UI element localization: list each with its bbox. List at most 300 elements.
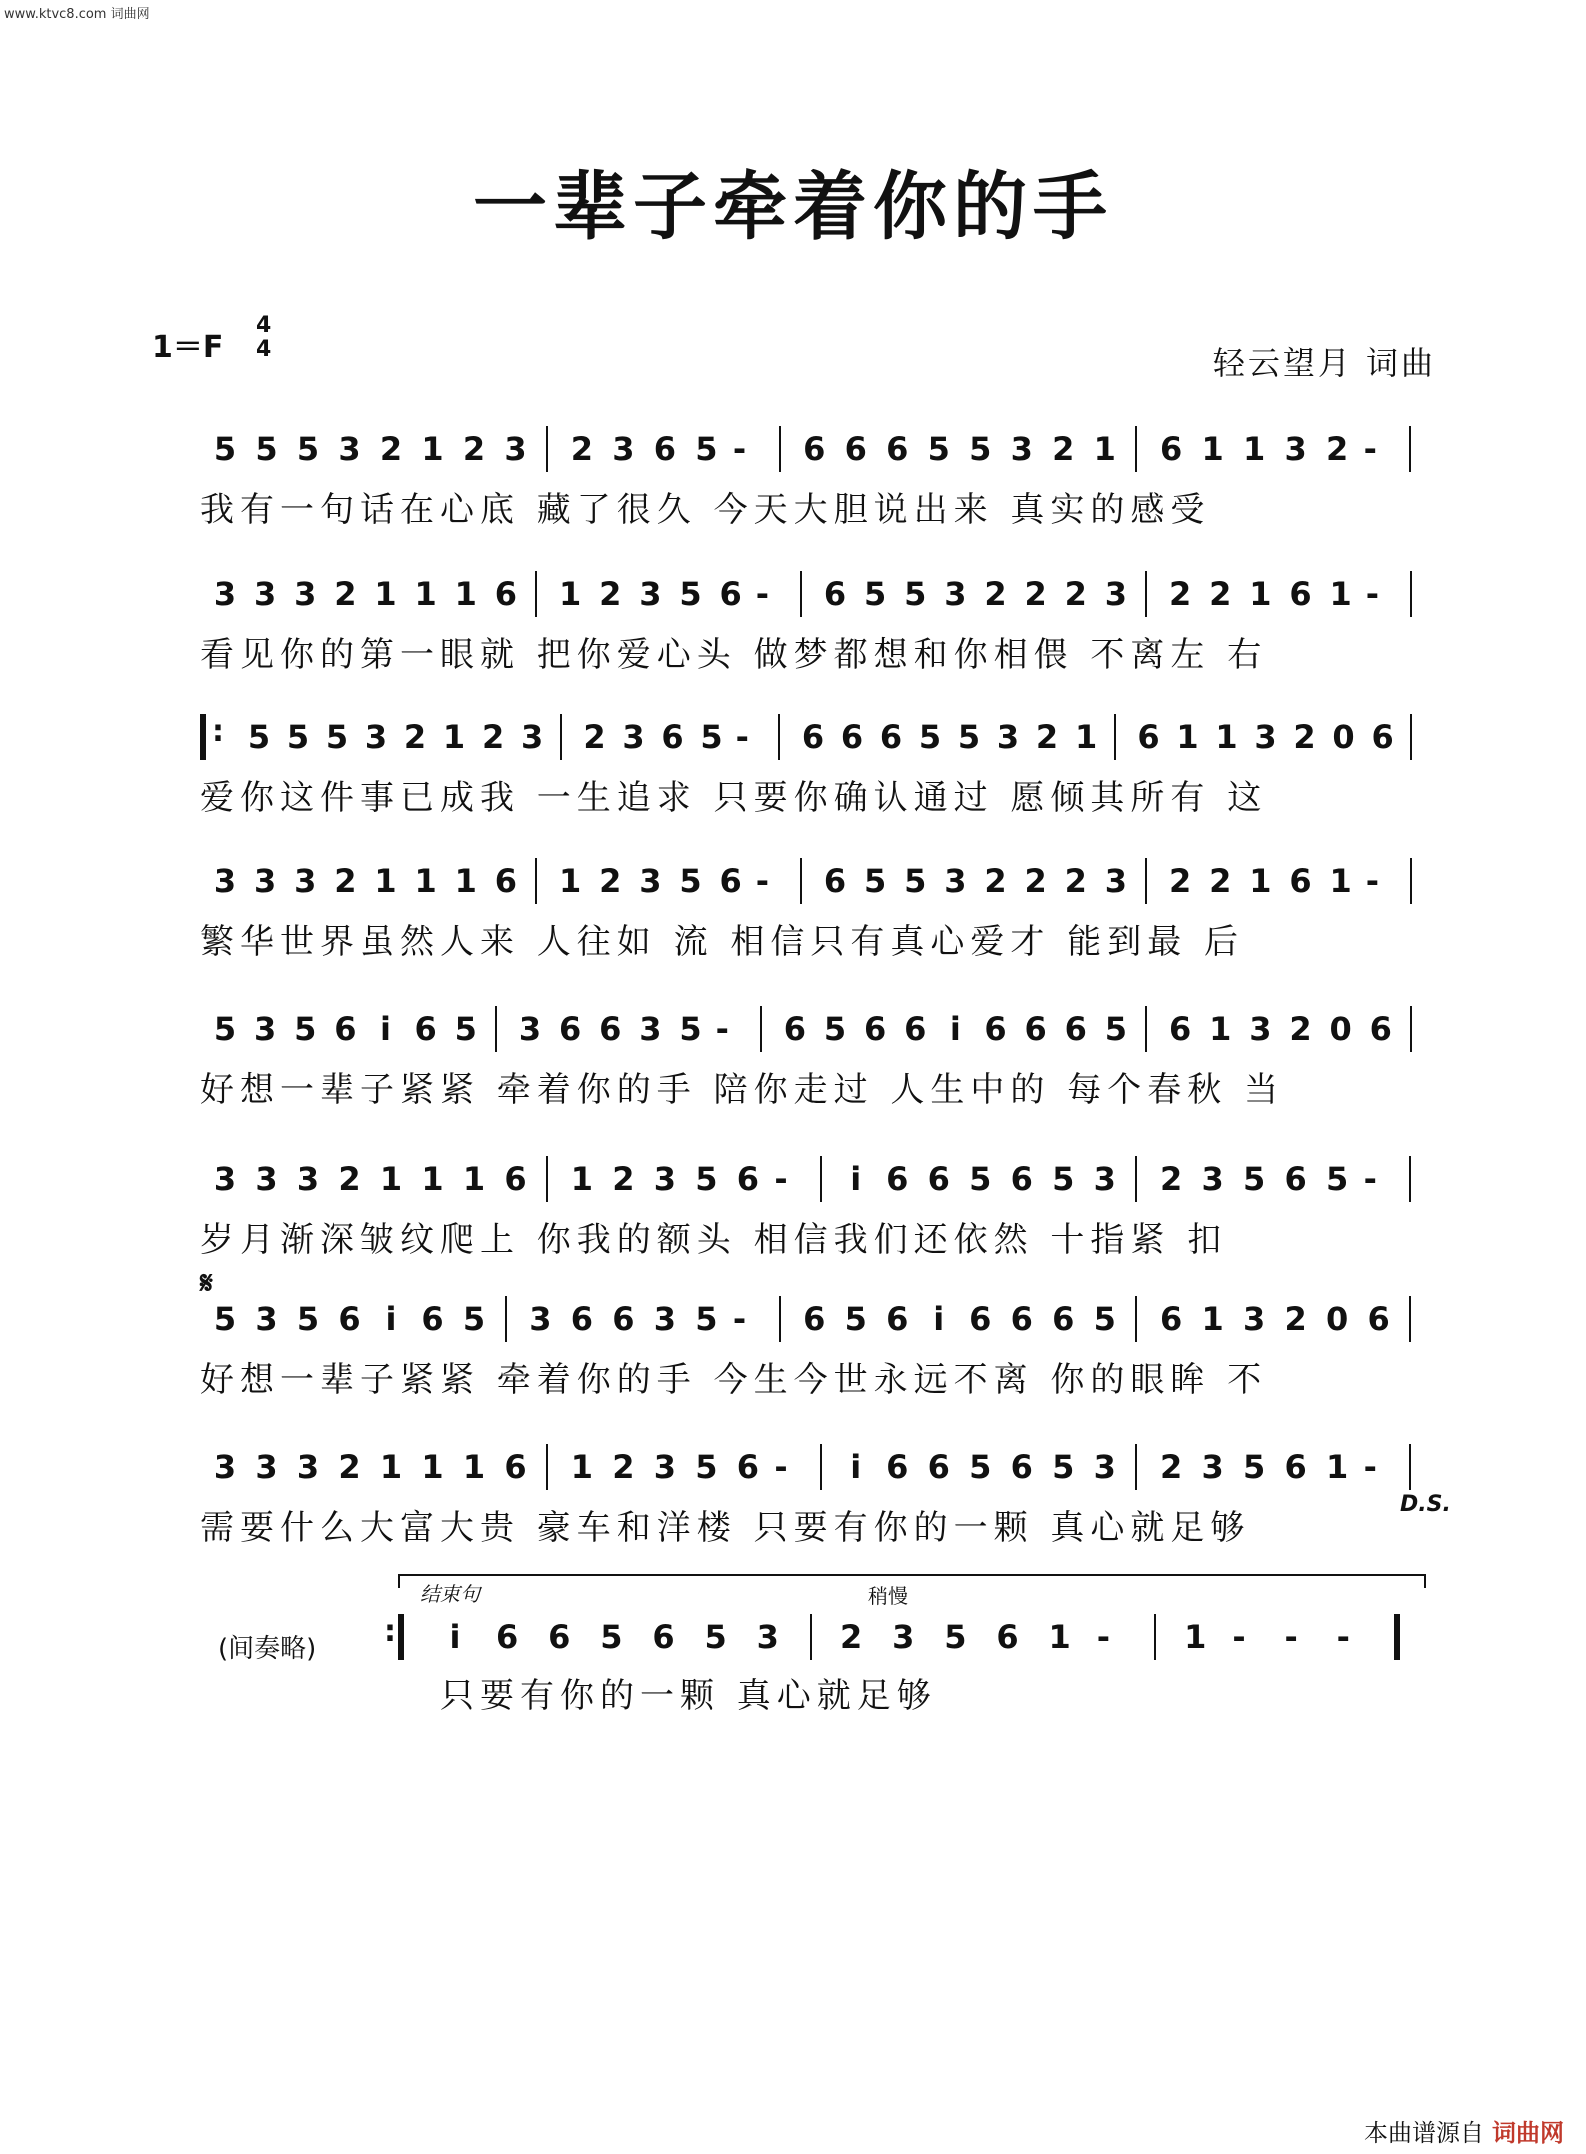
- note: 6: [1024, 1010, 1047, 1048]
- note: 6: [548, 1618, 571, 1656]
- note: i: [850, 1448, 862, 1486]
- note: 5: [863, 862, 887, 900]
- note: i: [380, 1010, 391, 1048]
- note: 5: [600, 1618, 623, 1656]
- bar-line: [779, 1296, 781, 1342]
- sustain-dash: -: [1284, 1618, 1298, 1656]
- note: 5: [294, 1010, 317, 1048]
- bar-line: [1410, 571, 1412, 617]
- note: 5: [296, 1300, 320, 1338]
- note: 5: [679, 862, 702, 900]
- note: 6: [736, 1160, 759, 1198]
- note: 2: [612, 1448, 635, 1486]
- note: 6: [414, 1010, 437, 1048]
- footer-brand: 词曲网: [1492, 2119, 1564, 2147]
- note: 2: [984, 862, 1007, 900]
- note: 3: [255, 1448, 278, 1486]
- note: 1: [374, 862, 397, 900]
- note: 2: [481, 718, 505, 756]
- lyrics-line: 需要什么大富大贵 豪车和洋楼 只要有你的一颗 真心就足够: [200, 1508, 1251, 1548]
- sustain-dash: -: [1363, 430, 1377, 468]
- note: 2: [1064, 862, 1087, 900]
- note: 6: [927, 1160, 950, 1198]
- note: 2: [1064, 575, 1087, 613]
- note: 3: [756, 1618, 779, 1656]
- note: i: [949, 1010, 961, 1048]
- note: 2: [1052, 430, 1075, 468]
- note: 1: [379, 1160, 403, 1198]
- note: 5: [863, 575, 887, 613]
- note: 3: [653, 1448, 676, 1486]
- note: 6: [719, 575, 742, 613]
- note: 5: [1052, 1160, 1075, 1198]
- note: 5: [904, 862, 927, 900]
- note: 2: [334, 575, 357, 613]
- note: 2: [612, 1160, 635, 1198]
- note: 6: [495, 1618, 519, 1656]
- note: 6: [1371, 718, 1394, 756]
- note: 1: [1215, 718, 1238, 756]
- lyrics-line: 爱你这件事已成我 一生追求 只要你确认通过 愿倾其所有 这: [200, 778, 1268, 818]
- note: 1: [379, 1448, 403, 1486]
- note: 6: [886, 1300, 909, 1338]
- note: 3: [1249, 1010, 1272, 1048]
- note: 5: [213, 1300, 237, 1338]
- note: 6: [803, 1300, 826, 1338]
- bar-line: [1135, 426, 1137, 472]
- note: 5: [213, 1010, 237, 1048]
- note: 5: [1242, 1160, 1266, 1198]
- note: 2: [1209, 862, 1232, 900]
- note: 2: [338, 1448, 361, 1486]
- sustain-dash: -: [1363, 1160, 1377, 1198]
- note: 5: [454, 1010, 477, 1048]
- note: 5: [325, 718, 349, 756]
- bar-line: [1410, 714, 1412, 760]
- note: 5: [1325, 1160, 1349, 1198]
- note: 5: [695, 1160, 718, 1198]
- note: 1: [454, 862, 477, 900]
- note: 3: [294, 862, 317, 900]
- note: 6: [886, 1160, 909, 1198]
- note: 6: [1168, 1010, 1192, 1048]
- note: 2: [403, 718, 427, 756]
- note: 0: [1332, 718, 1355, 756]
- note: 6: [927, 1448, 950, 1486]
- note: 2: [379, 430, 403, 468]
- note: 3: [1093, 1448, 1116, 1486]
- note: 2: [1024, 862, 1047, 900]
- note: 3: [1104, 862, 1128, 900]
- note: 5: [462, 1300, 486, 1338]
- note: 1: [1074, 718, 1098, 756]
- note: 3: [253, 1010, 277, 1048]
- note: 5: [679, 1010, 702, 1048]
- sustain-dash: -: [732, 430, 747, 468]
- note: 6: [1367, 1300, 1390, 1338]
- note: 6: [904, 1010, 927, 1048]
- note: 3: [612, 430, 635, 468]
- note: 0: [1329, 1010, 1352, 1048]
- bar-line: [1145, 858, 1147, 904]
- bar-line: [1409, 426, 1411, 472]
- note: 3: [213, 575, 237, 613]
- note: 5: [695, 430, 718, 468]
- sustain-dash: -: [715, 1010, 729, 1048]
- watermark-top: www.ktvc8.com 词曲网: [4, 7, 150, 22]
- note: 5: [296, 430, 320, 468]
- note: 6: [570, 1300, 593, 1338]
- note: 5: [695, 1300, 718, 1338]
- note: 5: [695, 1448, 718, 1486]
- lyrics-line: 好想一辈子紧紧 牵着你的手 今生今世永远不离 你的眼眸 不: [200, 1360, 1268, 1400]
- sustain-dash: -: [1232, 1618, 1246, 1656]
- note: 1: [1201, 430, 1224, 468]
- note: 5: [969, 1160, 992, 1198]
- bar-line: [1409, 1444, 1411, 1490]
- note: 5: [1093, 1300, 1116, 1338]
- note: 1: [1242, 430, 1266, 468]
- note: 3: [1093, 1160, 1116, 1198]
- note: 6: [1010, 1160, 1033, 1198]
- note: 5: [704, 1618, 727, 1656]
- note: 1: [1249, 862, 1272, 900]
- note: 2: [599, 575, 622, 613]
- note: 1: [558, 575, 582, 613]
- bar-line: [820, 1156, 822, 1202]
- note: 6: [1010, 1448, 1033, 1486]
- note: 6: [879, 718, 903, 756]
- bar-line: [1409, 1156, 1411, 1202]
- bar-line: [546, 1444, 548, 1490]
- time-signature: [256, 314, 271, 362]
- note: 2: [1293, 718, 1316, 756]
- sustain-dash: -: [1365, 575, 1380, 613]
- lyrics-line: 好想一辈子紧紧 牵着你的手 陪你走过 人生中的 每个春秋 当: [200, 1070, 1285, 1110]
- note: 3: [364, 718, 388, 756]
- note: 1: [421, 1448, 444, 1486]
- note: 1: [1325, 1448, 1349, 1486]
- note: 1: [1209, 1010, 1232, 1048]
- note: i: [850, 1160, 862, 1198]
- sustain-dash: -: [774, 1448, 788, 1486]
- song-title: 一辈子牵着你的手: [473, 164, 1113, 250]
- note: 5: [700, 718, 723, 756]
- note: 2: [338, 1160, 361, 1198]
- ending-lyrics: 只要有你的一颗 真心就足够: [440, 1676, 937, 1716]
- bar-line: [1135, 1156, 1137, 1202]
- note: 3: [296, 1448, 320, 1486]
- note: 3: [504, 430, 527, 468]
- note: 3: [653, 1300, 676, 1338]
- note: 3: [639, 862, 662, 900]
- note: 3: [1284, 430, 1307, 468]
- note: 2: [1168, 575, 1192, 613]
- bar-line: [535, 571, 537, 617]
- note: 1: [570, 1448, 593, 1486]
- repeat-dots: :: [212, 714, 224, 749]
- sustain-dash: -: [1365, 862, 1380, 900]
- interlude-label: (间奏略): [218, 1634, 317, 1664]
- repeat-end-dots: :: [384, 1614, 396, 1649]
- note: 5: [247, 718, 271, 756]
- note: 2: [1168, 862, 1192, 900]
- note: 5: [918, 718, 942, 756]
- bar-line: [1145, 571, 1147, 617]
- bar-line: [820, 1444, 822, 1490]
- note: 6: [886, 1448, 909, 1486]
- note: 3: [253, 575, 277, 613]
- bar-line: [1114, 714, 1116, 760]
- note: 1: [1329, 575, 1352, 613]
- note: 5: [1242, 1448, 1266, 1486]
- note: 1: [414, 575, 437, 613]
- note: 3: [213, 1160, 237, 1198]
- note: 6: [1289, 575, 1312, 613]
- bar-line: [800, 858, 802, 904]
- bar-line: [1409, 1296, 1411, 1342]
- note: 2: [599, 862, 622, 900]
- note: 5: [823, 1010, 847, 1048]
- note: 6: [969, 1300, 992, 1338]
- sustain-dash: -: [1336, 1618, 1350, 1656]
- note: 1: [462, 1448, 486, 1486]
- note: 2: [334, 862, 357, 900]
- note: 3: [622, 718, 645, 756]
- note: 2: [583, 718, 606, 756]
- note: 5: [927, 430, 950, 468]
- bar-line: [1154, 1614, 1156, 1660]
- note: 1: [1048, 1618, 1071, 1656]
- note: 6: [1284, 1160, 1307, 1198]
- note: 3: [1201, 1160, 1224, 1198]
- note: 3: [1201, 1448, 1224, 1486]
- note: 3: [338, 430, 361, 468]
- note: 6: [1289, 862, 1312, 900]
- note: 6: [504, 1160, 527, 1198]
- note: 6: [599, 1010, 622, 1048]
- lyrics-line: 我有一句话在心底 藏了很久 今天大胆说出来 真实的感受: [200, 490, 1211, 530]
- note: 1: [1329, 862, 1352, 900]
- note: 6: [494, 575, 518, 613]
- note: 1: [1201, 1300, 1224, 1338]
- note: 3: [1010, 430, 1033, 468]
- note: 5: [904, 575, 927, 613]
- note: 2: [1209, 575, 1232, 613]
- bar-line: [1410, 858, 1412, 904]
- bar-line: [779, 426, 781, 472]
- bar-line: [760, 1006, 762, 1052]
- sustain-dash: -: [755, 862, 770, 900]
- bar-line: [810, 1614, 812, 1660]
- note: 6: [1159, 1300, 1183, 1338]
- bar-line: [535, 858, 537, 904]
- note: 6: [558, 1010, 582, 1048]
- note: 6: [1369, 1010, 1392, 1048]
- note: 1: [421, 430, 444, 468]
- note: 6: [338, 1300, 361, 1338]
- note: 2: [1035, 718, 1059, 756]
- note: 6: [823, 575, 847, 613]
- note: 3: [944, 862, 967, 900]
- note: 5: [844, 1300, 867, 1338]
- key-signature: 1＝F: [152, 330, 224, 365]
- note: 6: [1010, 1300, 1033, 1338]
- bar-line: [505, 1296, 507, 1342]
- lyrics-line: 看见你的第一眼就 把你爱心头 做梦都想和你相偎 不离左 右: [200, 635, 1268, 675]
- note: 1: [1176, 718, 1199, 756]
- note: 6: [840, 718, 864, 756]
- note: 5: [957, 718, 981, 756]
- footer-credit: [1364, 2113, 1564, 2148]
- note: 2: [1159, 1160, 1183, 1198]
- note: 5: [286, 718, 310, 756]
- segno-sign: 𝄋: [200, 1266, 213, 1301]
- note: 6: [1052, 1300, 1075, 1338]
- note: 2: [1284, 1300, 1307, 1338]
- note: 6: [886, 430, 909, 468]
- ending-bracket: [398, 1574, 1426, 1588]
- note: 1: [1249, 575, 1272, 613]
- footer-text: 本曲谱源自: [1364, 2119, 1484, 2147]
- note: 1: [1184, 1618, 1207, 1656]
- note: 2: [840, 1618, 863, 1656]
- bar-line: [495, 1006, 497, 1052]
- note: 6: [803, 430, 826, 468]
- note: 3: [255, 1300, 278, 1338]
- note: 6: [612, 1300, 635, 1338]
- note: 6: [661, 718, 684, 756]
- bar-line: [560, 714, 562, 760]
- note: 6: [1064, 1010, 1087, 1048]
- note: 1: [454, 575, 477, 613]
- note: 5: [213, 430, 237, 468]
- note: 3: [213, 862, 237, 900]
- ds-marking: D.S.: [1400, 1492, 1451, 1517]
- note: 6: [801, 718, 825, 756]
- note: 1: [421, 1160, 444, 1198]
- note: 6: [823, 862, 847, 900]
- note: 3: [529, 1300, 552, 1338]
- note: 6: [421, 1300, 444, 1338]
- bar-line: [778, 714, 780, 760]
- note: 3: [296, 1160, 320, 1198]
- note: 1: [462, 1160, 486, 1198]
- note: 1: [374, 575, 397, 613]
- note: i: [933, 1300, 945, 1338]
- note: 6: [783, 1010, 806, 1048]
- note: i: [449, 1618, 461, 1656]
- sustain-dash: -: [1096, 1618, 1111, 1656]
- note: 6: [719, 862, 742, 900]
- note: 5: [944, 1618, 967, 1656]
- note: 3: [1242, 1300, 1266, 1338]
- note: 1: [1093, 430, 1116, 468]
- bar-line: [1135, 1444, 1137, 1490]
- note: 5: [969, 430, 992, 468]
- bar-line: [800, 571, 802, 617]
- note: 3: [255, 1160, 278, 1198]
- note: 5: [969, 1448, 992, 1486]
- note: i: [385, 1300, 397, 1338]
- note: 3: [944, 575, 967, 613]
- meter-top: 4: [256, 313, 272, 338]
- note: 6: [652, 1618, 675, 1656]
- note: 2: [1024, 575, 1047, 613]
- note: 5: [1104, 1010, 1128, 1048]
- note: 6: [1284, 1448, 1307, 1486]
- bar-line: [546, 426, 548, 472]
- note: 3: [1104, 575, 1128, 613]
- note: 2: [1289, 1010, 1312, 1048]
- bar-line: [1410, 1006, 1412, 1052]
- author-credit: 轻云望月 词曲: [1212, 344, 1436, 382]
- note: 6: [984, 1010, 1007, 1048]
- note: 3: [639, 1010, 662, 1048]
- note: 3: [996, 718, 1020, 756]
- note: 6: [653, 430, 676, 468]
- sustain-dash: -: [1363, 1448, 1377, 1486]
- meter-bottom: 4: [256, 337, 272, 362]
- note: 6: [996, 1618, 1019, 1656]
- note: 6: [736, 1448, 759, 1486]
- bar-line: [1394, 1614, 1400, 1660]
- note: 3: [518, 1010, 542, 1048]
- note: 6: [494, 862, 518, 900]
- note: 2: [570, 430, 593, 468]
- note: 5: [1052, 1448, 1075, 1486]
- lyrics-line: 岁月渐深皱纹爬上 你我的额头 相信我们还依然 十指紧 扣: [200, 1220, 1228, 1260]
- bar-line: [1135, 1296, 1137, 1342]
- bar-line: [546, 1156, 548, 1202]
- note: 3: [520, 718, 544, 756]
- lyrics-line: 繁华世界虽然人来 人往如 流 相信只有真心爱才 能到最 后: [200, 922, 1245, 962]
- note: 5: [679, 575, 702, 613]
- repeat-start-bar: [200, 714, 206, 760]
- ending-bracket-label: 结束句: [420, 1582, 480, 1606]
- note: 6: [334, 1010, 357, 1048]
- note: 3: [253, 862, 277, 900]
- note: 1: [558, 862, 582, 900]
- note: 6: [504, 1448, 527, 1486]
- note: 0: [1325, 1300, 1349, 1338]
- sustain-dash: -: [735, 718, 749, 756]
- sustain-dash: -: [755, 575, 770, 613]
- bar-line: [1145, 1006, 1147, 1052]
- note: 3: [213, 1448, 237, 1486]
- note: 3: [653, 1160, 676, 1198]
- note: 1: [442, 718, 466, 756]
- note: 1: [414, 862, 437, 900]
- note: 6: [1137, 718, 1160, 756]
- repeat-end-bar: [398, 1614, 404, 1660]
- note: 2: [462, 430, 486, 468]
- note: 6: [1159, 430, 1183, 468]
- sustain-dash: -: [774, 1160, 788, 1198]
- note: 2: [1159, 1448, 1183, 1486]
- note: 1: [570, 1160, 593, 1198]
- note: 6: [844, 430, 867, 468]
- note: 6: [863, 1010, 887, 1048]
- note: 2: [1325, 430, 1349, 468]
- note: 3: [639, 575, 662, 613]
- note: 3: [1254, 718, 1277, 756]
- note: 3: [892, 1618, 915, 1656]
- tempo-label: 稍慢: [868, 1584, 908, 1608]
- note: 2: [984, 575, 1007, 613]
- sustain-dash: -: [732, 1300, 747, 1338]
- note: 5: [255, 430, 278, 468]
